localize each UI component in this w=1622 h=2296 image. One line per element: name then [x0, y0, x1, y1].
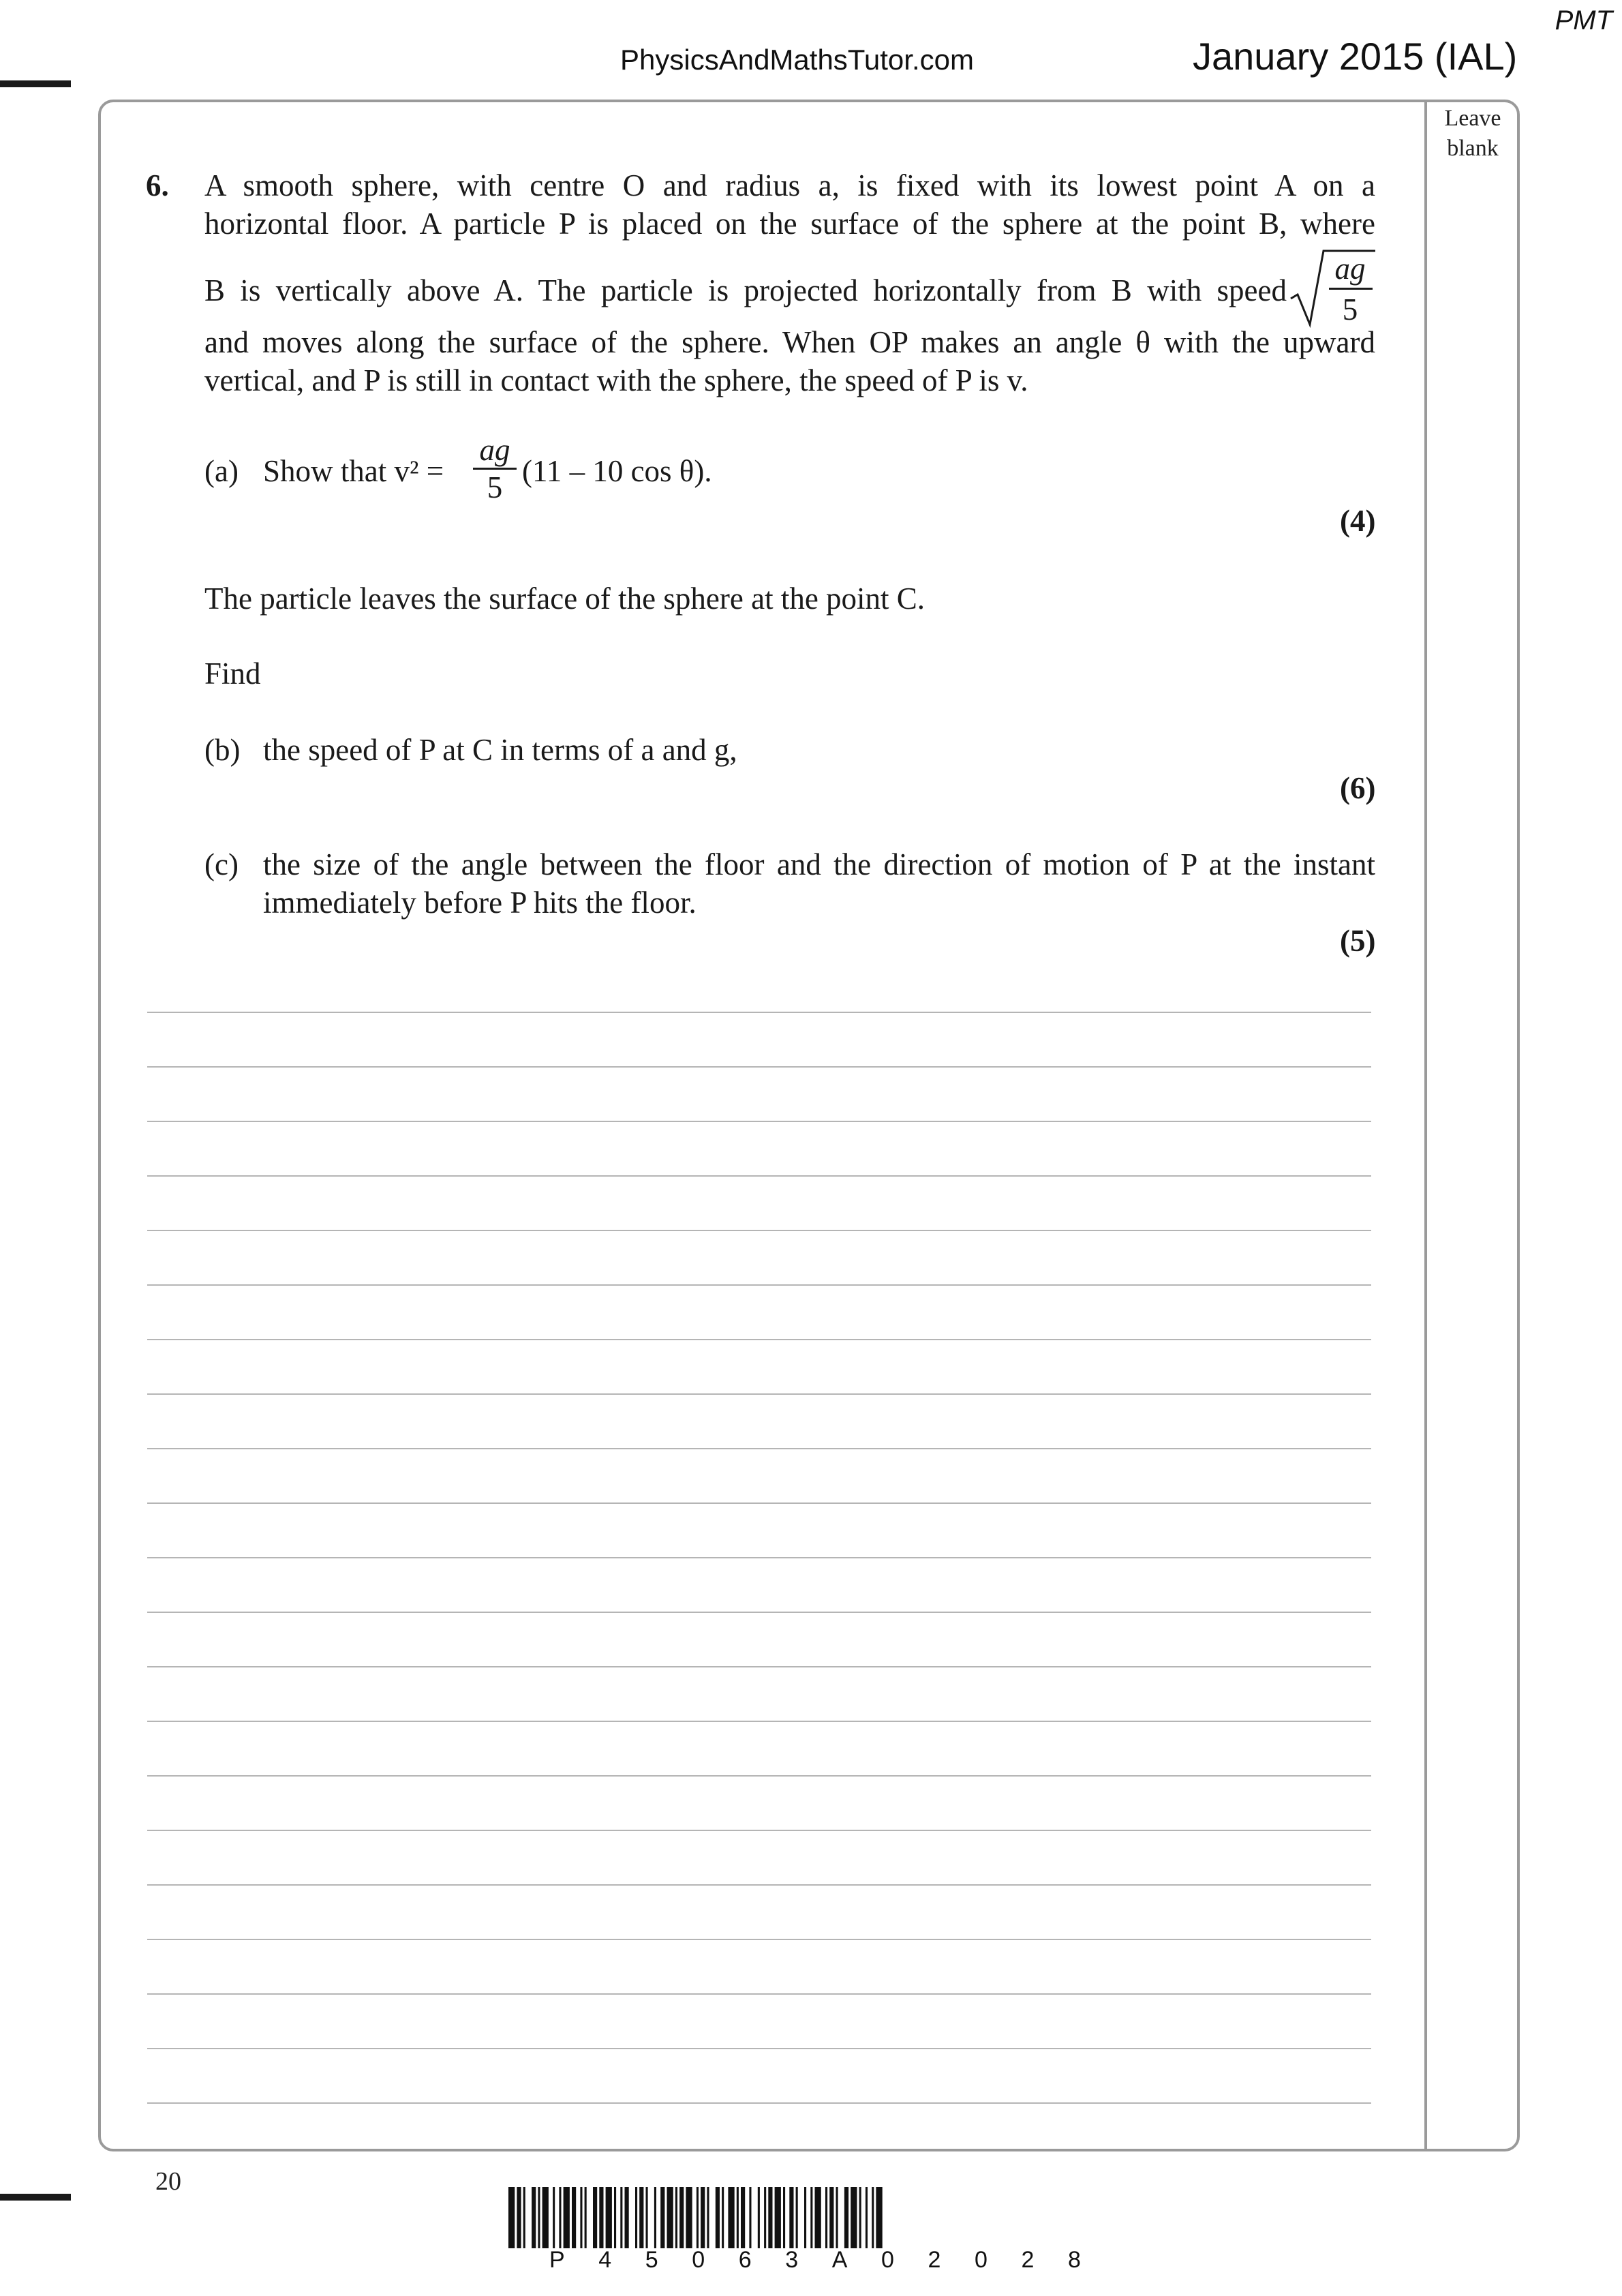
barcode-bar — [625, 2187, 629, 2248]
part-c-marks: (5) — [1340, 924, 1376, 958]
barcode-bar — [876, 2187, 882, 2248]
answer-line[interactable] — [147, 1993, 1371, 1995]
barcode-char: P — [549, 2247, 565, 2273]
exam-session: January 2015 (IAL) — [1193, 35, 1518, 78]
part-b-marks: (6) — [1340, 771, 1376, 805]
stem-line-2: horizontal floor. A particle P is placed on the surface of the sphere at the point B, where — [204, 207, 1375, 241]
stem-line-1: A smooth sphere, with centre O and radius a, is fixed with its lowest point A on a — [204, 168, 1375, 202]
barcode-bar — [606, 2187, 612, 2248]
barcode-bar — [523, 2187, 525, 2248]
part-c-label: (c) — [204, 847, 239, 881]
barcode-bar — [851, 2187, 857, 2248]
part-c-line-1: the size of the angle between the floor and the direction of motion of P at the instant — [263, 847, 1375, 881]
leave-blank-line2: blank — [1447, 136, 1499, 161]
barcode-bar — [508, 2187, 515, 2248]
barcode-char: 4 — [598, 2247, 612, 2273]
answer-line[interactable] — [147, 2102, 1371, 2104]
barcode-bar — [836, 2187, 838, 2248]
barcode-char: 2 — [1021, 2247, 1035, 2273]
barcode-char: 3 — [785, 2247, 799, 2273]
barcode-bar — [553, 2187, 555, 2248]
speed-numerator: ag — [1334, 252, 1366, 286]
barcode-bar — [599, 2187, 603, 2248]
answer-line[interactable] — [147, 1012, 1371, 1013]
barcode-char: 8 — [1068, 2247, 1081, 2273]
barcode-bar — [775, 2187, 781, 2248]
barcode-bar — [796, 2187, 798, 2248]
part-b-text: the speed of P at C in terms of a and g, — [263, 733, 737, 767]
stem-line-3: B is vertically above A. The particle is projected horizontally from B with speed — [204, 273, 1287, 307]
barcode — [508, 2187, 1122, 2248]
answer-line[interactable] — [147, 1448, 1371, 1449]
part-a-denominator: 5 — [487, 470, 503, 504]
barcode-bar — [593, 2187, 597, 2248]
barcode-bar — [701, 2187, 705, 2248]
site-name: PhysicsAndMathsTutor.com — [620, 44, 974, 76]
barcode-bar — [749, 2187, 751, 2248]
answer-line[interactable] — [147, 1230, 1371, 1231]
answer-line[interactable] — [147, 1830, 1371, 1831]
barcode-bar — [686, 2187, 692, 2248]
barcode-bar — [517, 2187, 521, 2248]
barcode-bar — [538, 2187, 540, 2248]
answer-line[interactable] — [147, 1666, 1371, 1667]
barcode-bar — [866, 2187, 868, 2248]
barcode-bar — [728, 2187, 734, 2248]
answer-line[interactable] — [147, 1884, 1371, 1886]
barcode-bar — [564, 2187, 570, 2248]
barcode-bar — [660, 2187, 664, 2248]
barcode-char: 0 — [975, 2247, 988, 2273]
barcode-bar — [825, 2187, 827, 2248]
registration-mark-bottom — [0, 2194, 71, 2201]
barcode-bar — [768, 2187, 772, 2248]
barcode-bar — [758, 2187, 760, 2248]
barcode-bar — [635, 2187, 637, 2248]
barcode-bar — [614, 2187, 616, 2248]
barcode-char: 2 — [928, 2247, 941, 2273]
answer-line[interactable] — [147, 1393, 1371, 1395]
barcode-bar — [667, 2187, 673, 2248]
part-c-line-2: immediately before P hits the floor. — [263, 886, 697, 920]
barcode-bar — [639, 2187, 643, 2248]
speed-denominator: 5 — [1342, 292, 1358, 327]
barcode-bar — [675, 2187, 677, 2248]
barcode-bar — [829, 2187, 833, 2248]
barcode-bar — [783, 2187, 785, 2248]
leave-blank-label — [1428, 104, 1517, 164]
speed-fraction-bar — [1329, 288, 1373, 290]
barcode-bar — [572, 2187, 576, 2248]
barcode-bar — [716, 2187, 720, 2248]
barcode-text — [508, 2247, 1122, 2274]
barcode-bar — [654, 2187, 656, 2248]
leave-blank-divider — [1424, 101, 1427, 2150]
answer-line[interactable] — [147, 1339, 1371, 1340]
find-text: Find — [204, 656, 261, 691]
part-b-label: (b) — [204, 733, 241, 767]
barcode-bar — [620, 2187, 622, 2248]
part-a-fraction — [470, 432, 519, 505]
barcode-bar — [741, 2187, 745, 2248]
barcode-char: 0 — [692, 2247, 705, 2273]
page-number: 20 — [155, 2167, 181, 2196]
barcode-bar — [722, 2187, 724, 2248]
stem-line-4: and moves along the surface of the sphere. When OP makes an angle θ with the upward — [204, 325, 1375, 359]
answer-frame — [98, 100, 1520, 2151]
barcode-bar — [844, 2187, 848, 2248]
speed-expression — [1288, 241, 1377, 330]
barcode-bar — [542, 2187, 549, 2248]
leave-blank-line1: Leave — [1444, 106, 1501, 131]
barcode-char: 0 — [881, 2247, 894, 2273]
answer-line[interactable] — [147, 1284, 1371, 1286]
answer-line[interactable] — [147, 1175, 1371, 1177]
barcode-bar — [872, 2187, 874, 2248]
part-a-text: Show that v² = — [263, 454, 444, 488]
answer-line[interactable] — [147, 1502, 1371, 1504]
pmt-tag: PMT — [1555, 5, 1612, 35]
part-a-marks: (4) — [1340, 504, 1376, 538]
barcode-bar — [804, 2187, 806, 2248]
barcode-bar — [559, 2187, 561, 2248]
part-a-label: (a) — [204, 454, 239, 488]
barcode-bar — [532, 2187, 536, 2248]
barcode-bar — [580, 2187, 582, 2248]
barcode-bar — [764, 2187, 766, 2248]
answer-line[interactable] — [147, 1612, 1371, 1613]
answer-line[interactable] — [147, 1557, 1371, 1558]
barcode-bar — [646, 2187, 648, 2248]
barcode-bar — [789, 2187, 793, 2248]
barcode-bar — [707, 2187, 709, 2248]
barcode-char: 5 — [645, 2247, 658, 2273]
answer-line[interactable] — [147, 1066, 1371, 1068]
barcode-char: A — [831, 2247, 848, 2273]
part-a-expression: (11 – 10 cos θ). — [522, 454, 712, 488]
answer-line[interactable] — [147, 1775, 1371, 1777]
answer-line[interactable] — [147, 2048, 1371, 2049]
barcode-char: 6 — [738, 2247, 752, 2273]
barcode-bar — [810, 2187, 812, 2248]
answer-line[interactable] — [147, 1939, 1371, 1940]
barcode-bar — [815, 2187, 821, 2248]
stem-line-5: vertical, and P is still in contact with the sphere, the speed of P is v. — [204, 363, 1028, 397]
barcode-bar — [737, 2187, 739, 2248]
question-number: 6. — [146, 168, 169, 202]
barcode-bar — [585, 2187, 587, 2248]
answer-line[interactable] — [147, 1721, 1371, 1722]
leaves-surface-text: The particle leaves the surface of the sphere at the point C. — [204, 581, 925, 616]
barcode-bar — [697, 2187, 699, 2248]
barcode-bar — [679, 2187, 684, 2248]
barcode-bar — [859, 2187, 861, 2248]
answer-line[interactable] — [147, 1121, 1371, 1122]
part-a-numerator: ag — [479, 433, 510, 467]
registration-mark-top — [0, 80, 71, 87]
